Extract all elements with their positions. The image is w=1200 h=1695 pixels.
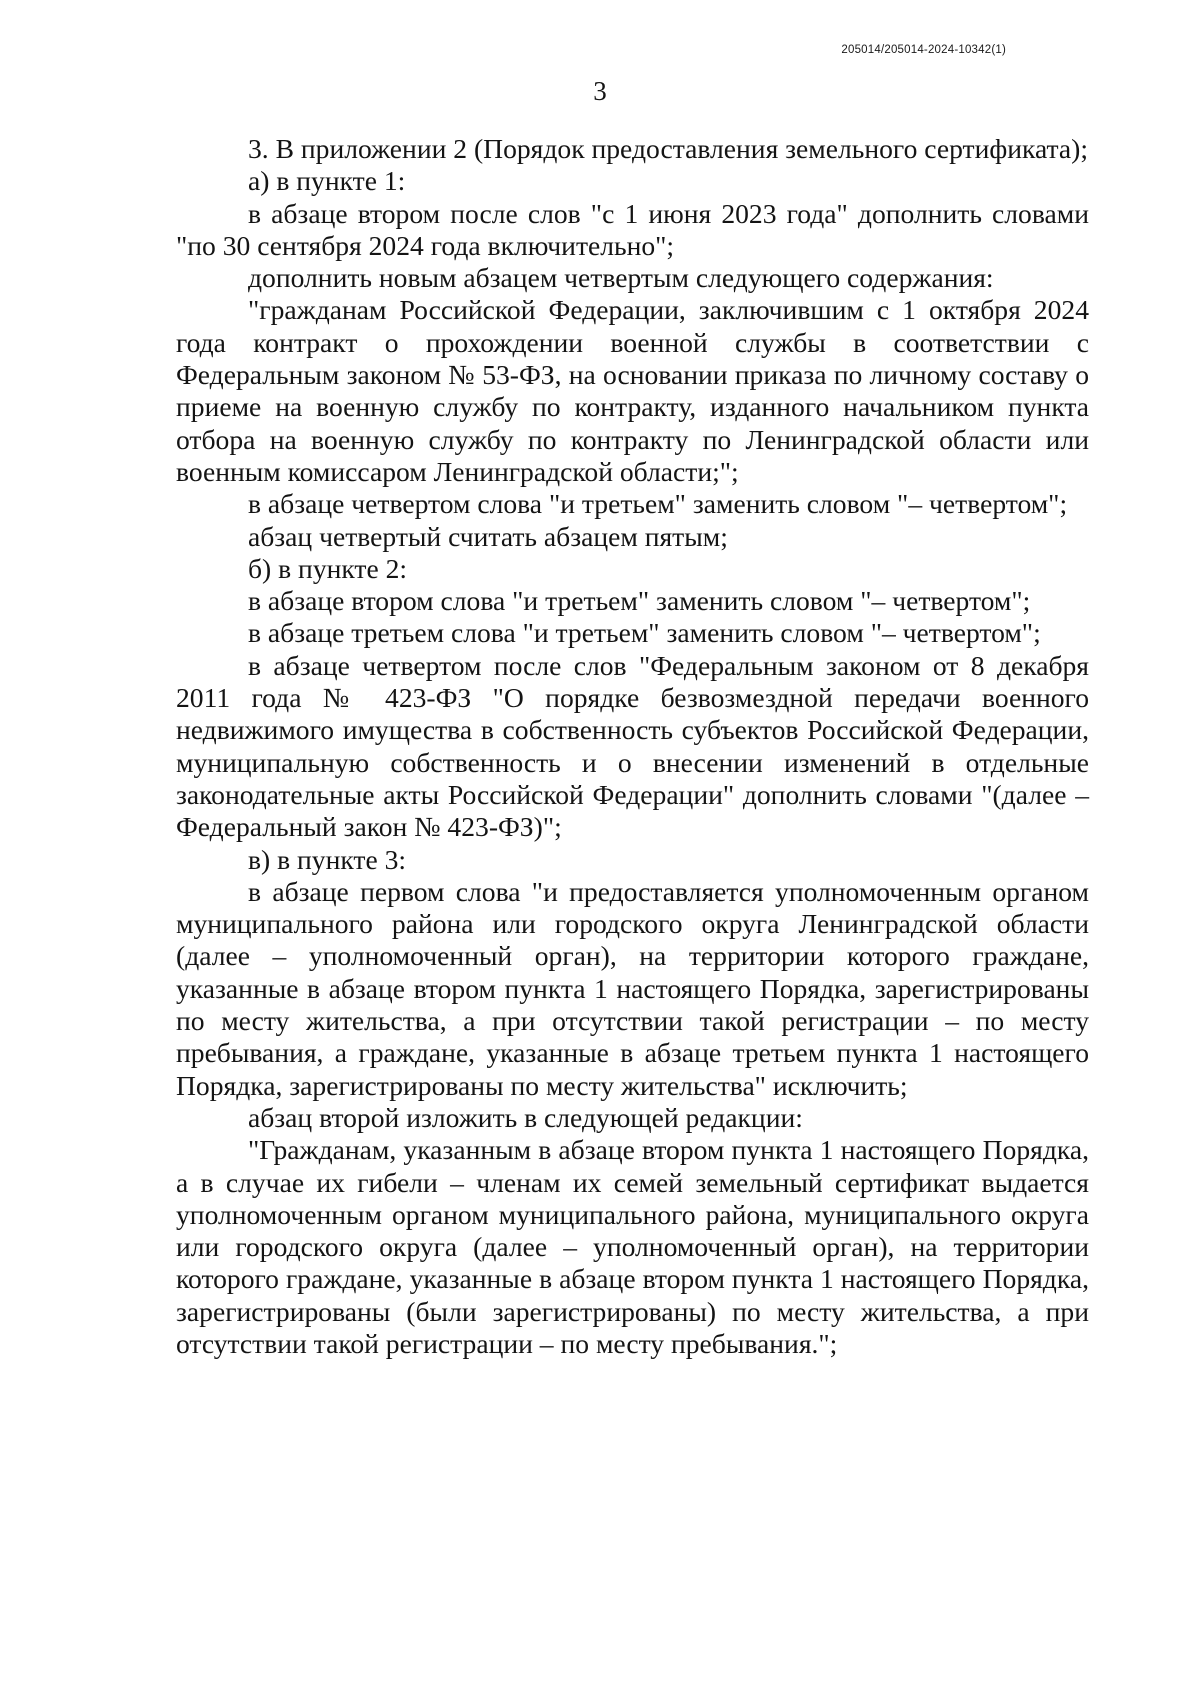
paragraph-text: в абзаце четвертом слова "и третьем" заменить словом "– четвертом"; [248,488,1068,520]
paragraph-subitem-b: б) в пункте 2: [248,552,408,584]
page-number: 3 [593,76,607,106]
paragraph-text: в абзаце втором после слов "с 1 июня 2023 года" дополнить словами "по 30 сентября 2024 года включительно"; [176,197,1089,261]
paragraph-text: в абзаце четвертом после слов "Федеральным законом от 8 декабря 2011 года № 423-ФЗ "О порядке безвозмездной передачи военного недвижимого имущества в собственность субъектов Российской Федерации, муниципальную собственность и о внесении изменений в отдельные законодательные акты Российской Федерации" дополнить словами "(далее – Федеральный закон № 423-ФЗ)"; [176,649,1089,843]
paragraph-text: абзац второй изложить в следующей редакции: [248,1101,803,1133]
paragraph-subitem-v: в) в пункте 3: [248,843,407,875]
paragraph-text: в абзаце втором слова "и третьем" заменить словом "– четвертом"; [248,585,1031,617]
paragraph-subitem-a: а) в пункте 1: [248,165,406,197]
paragraph-quote: "Гражданам, указанным в абзаце втором пункта 1 настоящего Порядка, а в случае их гибели – членам их семей земельный сертификат выдается уполномоченным органом муниципального района, муниципального округа или городского округа (далее – уполномоченный орган), на территории которого граждане, указанные в абзаце втором пункта 1 настоящего Порядка, зарегистрированы (были зарегистрированы) по месту жительства, а при отсутствии такой регистрации – по месту пребывания."; [176,1134,1089,1359]
paragraph-text: абзац четвертый считать абзацем пятым; [248,520,728,552]
paragraph-text: дополнить новым абзацем четвертым следующего содержания: [248,262,994,294]
paragraph-item-3-heading: 3. В приложении 2 (Порядок предоставления земельного сертификата); [248,133,1089,164]
document-body [176,133,1089,1360]
document-id: 205014/205014-2024-10342(1) [841,44,1006,56]
paragraph-quote: "гражданам Российской Федерации, заключившим с 1 октября 2024 года контракт о прохождении военной службы в соответствии с Федеральным законом № 53-ФЗ, на основании приказа по личному составу о приеме на военную службу по контракту, изданного начальником пункта отбора на военную службу по контракту по Ленинградской области или военным комиссаром Ленинградской области;"; [176,294,1089,487]
paragraph-text: в абзаце первом слова "и предоставляется уполномоченным органом муниципального района или городского округа Ленинградской области (далее – уполномоченный орган), на территории которого граждане, указанные в абзаце втором пункта 1 настоящего Порядка, зарегистрированы по месту жительства, а при отсутствии такой регистрации – по месту пребывания, а граждане, указанные в абзаце третьем пункта 1 настоящего Порядка, зарегистрированы по месту жительства" исключить; [176,875,1089,1101]
paragraph-text: в абзаце третьем слова "и третьем" заменить словом "– четвертом"; [248,617,1041,649]
